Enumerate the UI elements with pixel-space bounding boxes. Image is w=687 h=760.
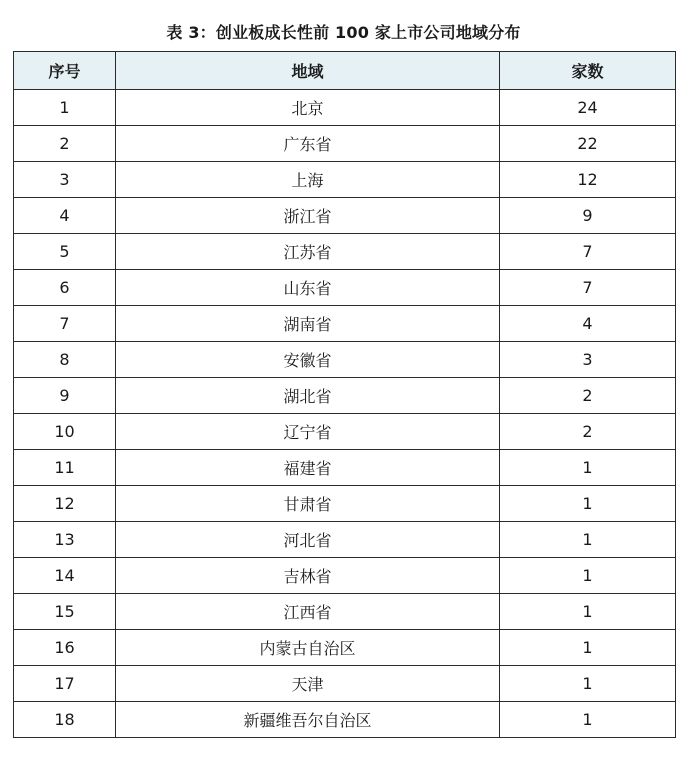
row-region-cell: 山东省 [116,270,500,306]
row-count-cell: 1 [500,486,676,522]
table-row [14,270,676,306]
row-count-cell: 9 [500,198,676,234]
table-row [14,594,676,630]
table-row [14,522,676,558]
table-row [14,306,676,342]
row-region-cell: 福建省 [116,450,500,486]
table-row [14,126,676,162]
row-index-cell: 14 [14,558,116,594]
table-row [14,90,676,126]
table-body [14,90,676,738]
row-index-cell: 3 [14,162,116,198]
row-index-cell: 6 [14,270,116,306]
row-index-cell: 9 [14,378,116,414]
row-region-cell: 江苏省 [116,234,500,270]
row-index-cell: 2 [14,126,116,162]
row-region-cell: 湖南省 [116,306,500,342]
table-row [14,414,676,450]
row-count-cell: 1 [500,666,676,702]
table-row [14,450,676,486]
row-index-cell: 1 [14,90,116,126]
table-row [14,342,676,378]
row-index-cell: 5 [14,234,116,270]
row-region-cell: 天津 [116,666,500,702]
row-index-cell: 4 [14,198,116,234]
row-index-cell: 8 [14,342,116,378]
row-index-cell: 17 [14,666,116,702]
header-cell-region: 地域 [116,52,500,90]
row-index-cell: 10 [14,414,116,450]
row-count-cell: 1 [500,450,676,486]
table-caption: 表 3：创业板成长性前 100 家上市公司地域分布 [166,23,521,42]
row-index-cell: 11 [14,450,116,486]
header-cell-count: 家数 [500,52,676,90]
row-region-cell: 新疆维吾尔自治区 [116,702,500,738]
table-row [14,558,676,594]
row-count-cell: 24 [500,90,676,126]
table-row [14,666,676,702]
row-index-cell: 15 [14,594,116,630]
table-row [14,162,676,198]
row-index-cell: 12 [14,486,116,522]
row-count-cell: 1 [500,558,676,594]
row-region-cell: 吉林省 [116,558,500,594]
row-count-cell: 4 [500,306,676,342]
row-index-cell: 13 [14,522,116,558]
row-region-cell: 浙江省 [116,198,500,234]
row-count-cell: 12 [500,162,676,198]
row-region-cell: 湖北省 [116,378,500,414]
table-row [14,198,676,234]
table-row [14,630,676,666]
row-index-cell: 7 [14,306,116,342]
row-count-cell: 7 [500,234,676,270]
table-row [14,486,676,522]
row-count-cell: 22 [500,126,676,162]
row-region-cell: 河北省 [116,522,500,558]
row-count-cell: 1 [500,702,676,738]
header-row [14,52,676,90]
region-distribution-table [13,51,676,738]
row-index-cell: 18 [14,702,116,738]
table-row [14,378,676,414]
row-region-cell: 辽宁省 [116,414,500,450]
row-region-cell: 安徽省 [116,342,500,378]
row-count-cell: 2 [500,414,676,450]
row-region-cell: 甘肃省 [116,486,500,522]
table-header [14,52,676,90]
row-count-cell: 3 [500,342,676,378]
header-cell-index: 序号 [14,52,116,90]
row-count-cell: 2 [500,378,676,414]
row-region-cell: 上海 [116,162,500,198]
table-row [14,234,676,270]
row-index-cell: 16 [14,630,116,666]
row-region-cell: 北京 [116,90,500,126]
row-count-cell: 1 [500,630,676,666]
row-region-cell: 江西省 [116,594,500,630]
row-count-cell: 1 [500,522,676,558]
row-region-cell: 内蒙古自治区 [116,630,500,666]
row-count-cell: 7 [500,270,676,306]
row-region-cell: 广东省 [116,126,500,162]
table-row [14,702,676,738]
row-count-cell: 1 [500,594,676,630]
